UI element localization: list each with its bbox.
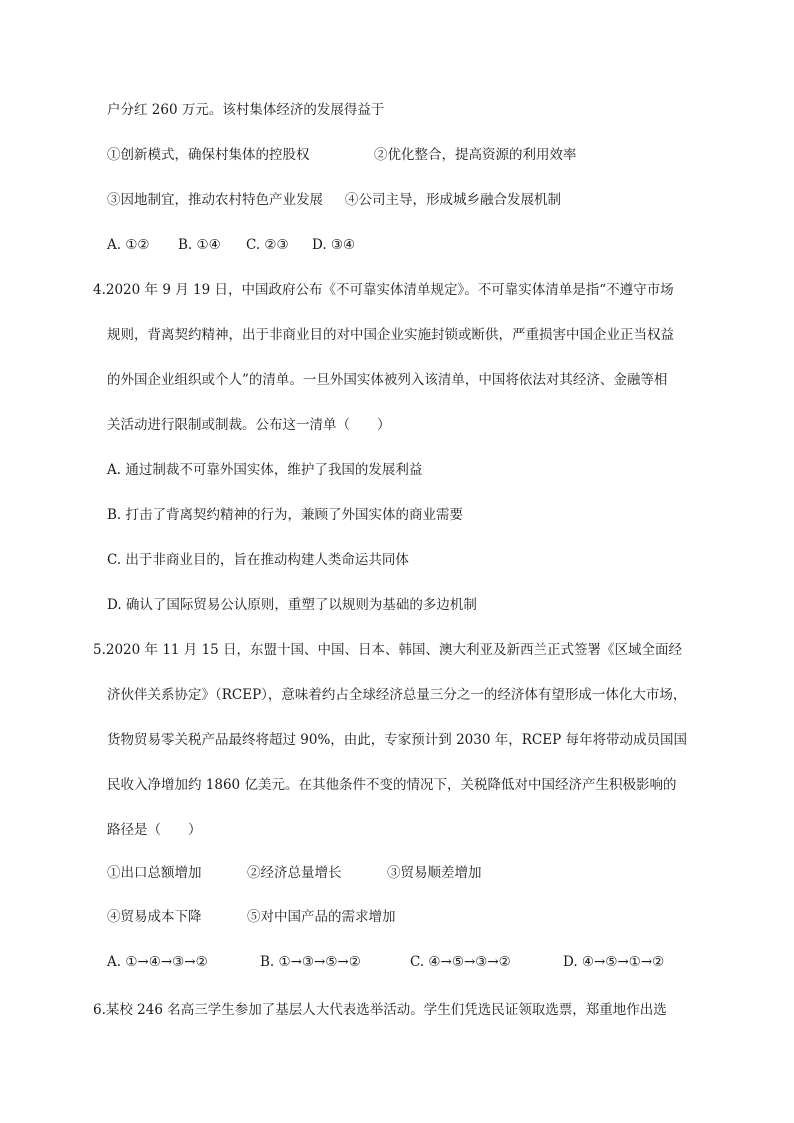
q4-stem-line-2: 规则，背离契约精神，出于非商业目的对中国企业实施封锁或断供，严重损害中国企业正当权益 [107,327,674,343]
q5-stem-line-3: 货物贸易零关税产品最终将超过 90%，由此，专家预计到 2030 年，RCEP 每年将带动成员国国 [107,732,687,748]
q5-stem-line-2: 济伙伴关系协定》（RCEP），意味着约占全球经济总量三分之一的经济体有望形成一体化大市场， [107,687,687,703]
q3-option-2: ②优化整合，提高资源的利用效率 [374,147,577,163]
q5-stem-line-5: 路径是（ ） [107,822,202,838]
q3-text-line: 户分红 260 万元。该村集体经济的发展得益于 [107,102,385,118]
q5-answer-c: C. ④→⑤→③→② [410,954,511,970]
q4-option-d: D. 确认了国际贸易公认原则，重塑了以规则为基础的多边机制 [107,597,477,613]
q5-item-2: ②经济总量增长 [247,865,342,881]
q3-answer-d: D. ③④ [312,237,356,253]
q3-option-3: ③因地制宜，推动农村特色产业发展 [107,192,323,208]
q3-answer-c: C. ②③ [246,237,289,253]
q5-stem-line-4: 民收入净增加约 1860 亿美元。在其他条件不变的情况下，关税降低对中国经济产生积极影响的 [107,777,677,793]
q5-item-5: ⑤对中国产品的需求增加 [247,909,396,925]
q5-answer-b: B. ①→③→⑤→② [260,954,361,970]
q4-option-c: C. 出于非商业目的，旨在推动构建人类命运共同体 [107,552,409,568]
q6-stem-line-1: 6.某校 246 名高三学生参加了基层人大代表选举活动。学生们凭选民证领取选票，郑重地作出选 [93,1002,667,1018]
q4-option-a: A. 通过制裁不可靠外国实体，维护了我国的发展利益 [107,462,423,478]
q4-option-b: B. 打击了背离契约精神的行为，兼顾了外国实体的商业需要 [107,507,464,523]
q5-item-1: ①出口总额增加 [107,865,202,881]
q4-stem-line-3: 的外国企业组织或个人”的清单。一旦外国实体被列入该清单，中国将依法对其经济、金融等相 [107,372,668,388]
q3-option-1: ①创新模式，确保村集体的控股权 [107,147,310,163]
q5-stem-line-1: 5.2020 年 11 月 15 日，东盟十国、中国、日本、韩国、澳大利亚及新西兰正式签署《区域全面经 [93,642,683,658]
q5-item-3: ③贸易顺差增加 [387,865,482,881]
q4-stem-line-1: 4.2020 年 9 月 19 日，中国政府公布《不可靠实体清单规定》。不可靠实体清单是指“不遵守市场 [93,282,674,298]
q5-answer-a: A. ①→④→③→② [107,954,208,970]
q5-item-4: ④贸易成本下降 [107,909,202,925]
q3-answer-a: A. ①② [107,237,150,253]
q5-answer-d: D. ④→⑤→①→② [563,954,665,970]
q3-option-4: ④公司主导，形成城乡融合发展机制 [345,192,561,208]
q3-answer-b: B. ①④ [178,237,221,253]
q4-stem-line-4: 关活动进行限制或制裁。公布这一清单（ ） [107,417,391,433]
